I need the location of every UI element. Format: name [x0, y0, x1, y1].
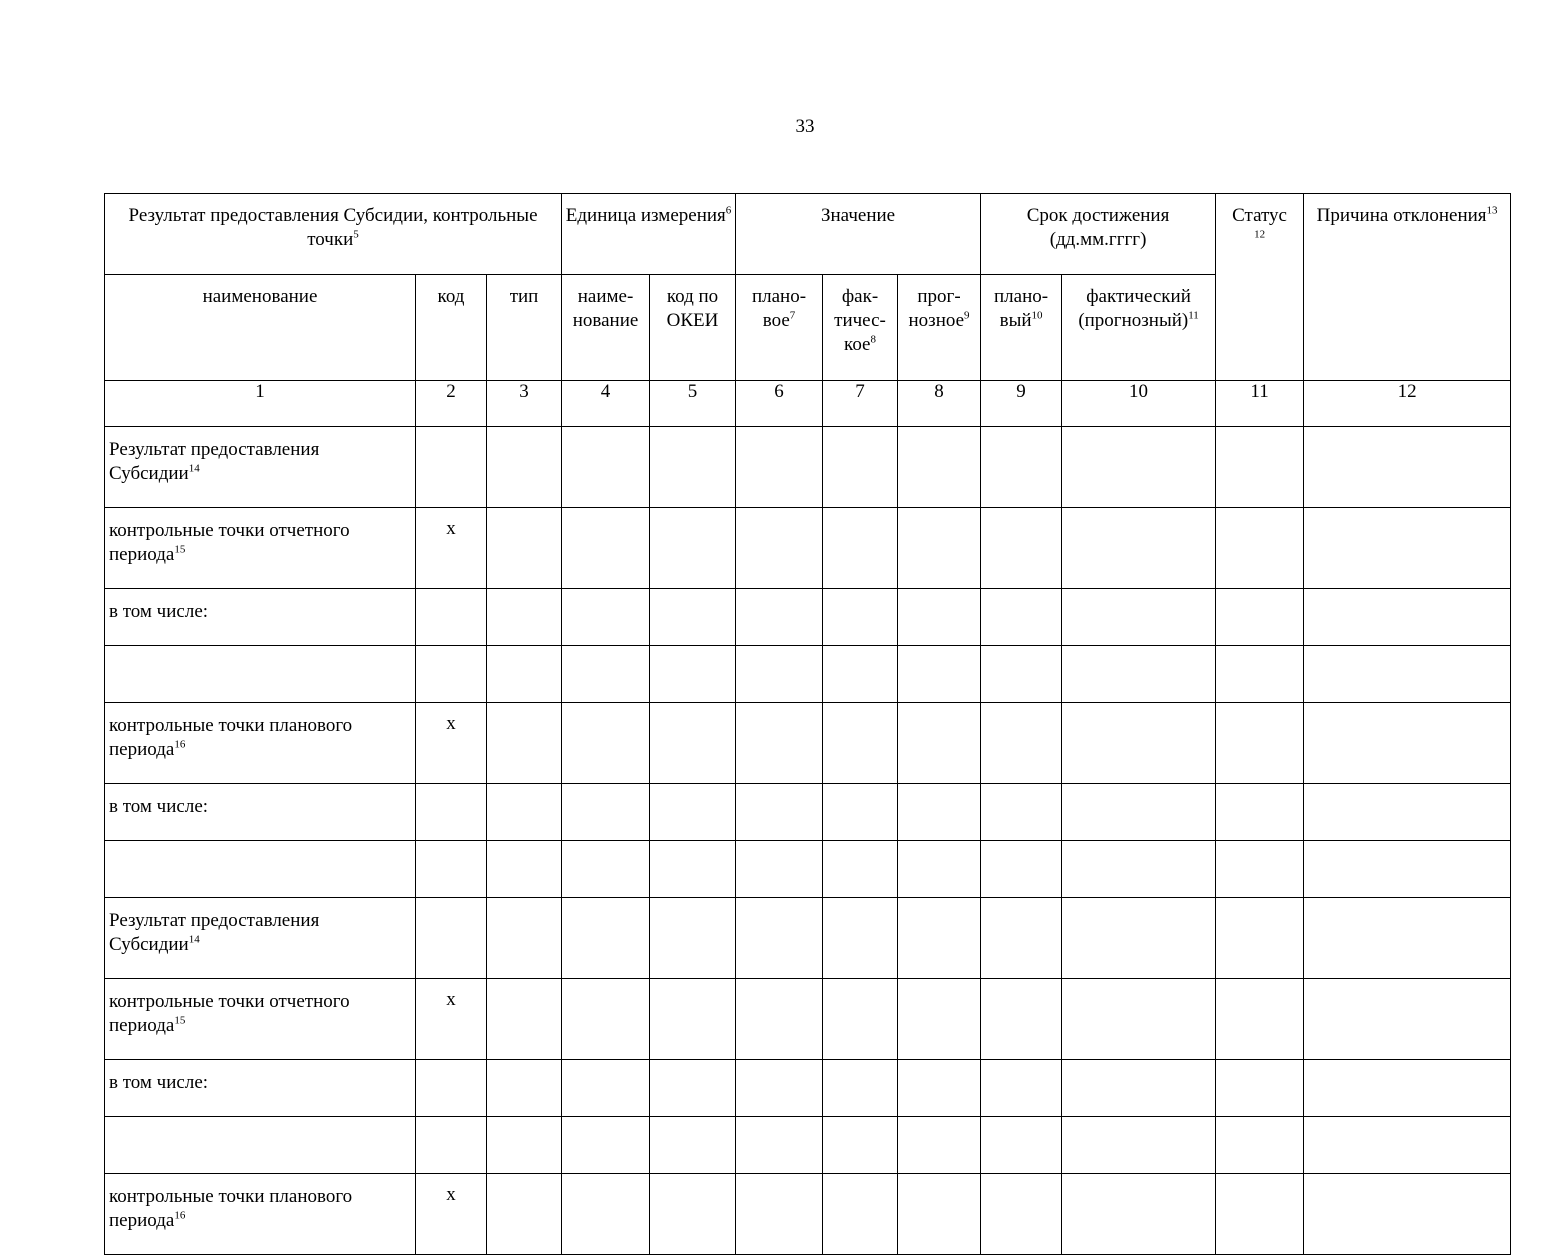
- empty-cell: [898, 1060, 981, 1117]
- column-number: 1: [105, 381, 416, 427]
- row-name: [105, 427, 416, 508]
- footnote-mark: 14: [188, 933, 200, 946]
- empty-cell: [1216, 703, 1304, 784]
- empty-cell: [898, 589, 981, 646]
- empty-cell: [562, 1060, 650, 1117]
- row-name: [105, 841, 416, 898]
- empty-cell: [1216, 898, 1304, 979]
- empty-cell: [562, 427, 650, 508]
- empty-cell: [823, 784, 898, 841]
- footnote-mark: 12: [1254, 228, 1266, 241]
- row-name: [105, 979, 416, 1060]
- table-row: [105, 703, 1511, 784]
- row-code: [416, 784, 487, 841]
- empty-cell: [1304, 427, 1511, 508]
- empty-cell: [898, 508, 981, 589]
- empty-cell: [898, 898, 981, 979]
- subheader-label: тип: [509, 286, 539, 307]
- subheader-cell: [736, 275, 823, 381]
- empty-cell: [736, 1174, 823, 1255]
- empty-cell: [981, 979, 1062, 1060]
- subheader-label: наиме-нование: [572, 286, 639, 331]
- empty-cell: [898, 703, 981, 784]
- empty-cell: [487, 427, 562, 508]
- empty-cell: [487, 979, 562, 1060]
- row-name-label: контрольные точки планового периода: [109, 1186, 353, 1231]
- empty-cell: [650, 784, 736, 841]
- empty-cell: [1062, 1174, 1216, 1255]
- row-name-label: контрольные точки отчетного периода: [109, 520, 350, 565]
- empty-cell: [1216, 1174, 1304, 1255]
- subheader-label: наименование: [202, 286, 318, 307]
- row-code: [416, 898, 487, 979]
- subheader-label: плано-вое: [751, 286, 807, 331]
- row-code: х: [416, 1174, 487, 1255]
- empty-cell: [1304, 508, 1511, 589]
- empty-cell: [650, 898, 736, 979]
- value-header: [736, 194, 981, 275]
- empty-cell: [981, 1060, 1062, 1117]
- reason-header-label: Причина отклонения: [1316, 205, 1487, 226]
- empty-cell: [1062, 898, 1216, 979]
- subheader-label: фак-тичес-кое: [834, 286, 886, 355]
- row-name: [105, 898, 416, 979]
- empty-cell: [981, 703, 1062, 784]
- empty-cell: [562, 784, 650, 841]
- status-header: [1216, 194, 1304, 381]
- empty-cell: [823, 1117, 898, 1174]
- subheader-cell: [981, 275, 1062, 381]
- empty-cell: [1062, 841, 1216, 898]
- empty-cell: [981, 508, 1062, 589]
- empty-cell: [898, 1174, 981, 1255]
- row-code: [416, 646, 487, 703]
- subheader-cell: [487, 275, 562, 381]
- empty-cell: [981, 841, 1062, 898]
- subheader-label: плано-вый: [994, 286, 1049, 331]
- empty-cell: [736, 841, 823, 898]
- row-code: [416, 841, 487, 898]
- column-number: 11: [1216, 381, 1304, 427]
- subheader-label: код по ОКЕИ: [666, 286, 719, 331]
- empty-cell: [562, 646, 650, 703]
- empty-cell: [1062, 427, 1216, 508]
- column-number: 5: [650, 381, 736, 427]
- subheader-label: прог-нозное: [908, 286, 965, 331]
- footnote-mark: 7: [789, 309, 796, 322]
- empty-cell: [562, 508, 650, 589]
- empty-cell: [736, 898, 823, 979]
- subheader-cell: [823, 275, 898, 381]
- footnote-mark: 16: [174, 1209, 186, 1222]
- table-row: [105, 427, 1511, 508]
- empty-cell: [487, 589, 562, 646]
- empty-cell: [1304, 784, 1511, 841]
- empty-cell: [981, 784, 1062, 841]
- empty-cell: [487, 1117, 562, 1174]
- empty-cell: [487, 1060, 562, 1117]
- table-row: [105, 898, 1511, 979]
- empty-cell: [823, 898, 898, 979]
- empty-cell: [650, 646, 736, 703]
- empty-cell: [1304, 646, 1511, 703]
- empty-cell: [650, 841, 736, 898]
- empty-cell: [1304, 1117, 1511, 1174]
- row-name: [105, 1117, 416, 1174]
- row-name: [105, 784, 416, 841]
- empty-cell: [1062, 646, 1216, 703]
- empty-cell: [898, 979, 981, 1060]
- empty-cell: [1216, 1060, 1304, 1117]
- subheader-label: код: [437, 286, 465, 307]
- deadline-header-label: Срок достижения (дд.мм.гггг): [1026, 205, 1170, 250]
- empty-cell: [1216, 784, 1304, 841]
- column-number: 7: [823, 381, 898, 427]
- result-header: [105, 194, 562, 275]
- empty-cell: [898, 841, 981, 898]
- empty-cell: [1304, 1060, 1511, 1117]
- empty-cell: [736, 427, 823, 508]
- row-name: [105, 1174, 416, 1255]
- row-code: [416, 1060, 487, 1117]
- empty-cell: [1304, 1174, 1511, 1255]
- row-name-label: контрольные точки отчетного периода: [109, 991, 350, 1036]
- empty-cell: [898, 646, 981, 703]
- empty-cell: [736, 1117, 823, 1174]
- row-name: [105, 646, 416, 703]
- result-header-label: Результат предоставления Субсидии, контрольные точки: [128, 205, 538, 250]
- footnote-mark: 11: [1188, 309, 1199, 322]
- table-row: [105, 841, 1511, 898]
- footnote-mark: 9: [964, 309, 970, 322]
- empty-cell: [1062, 1060, 1216, 1117]
- empty-cell: [487, 703, 562, 784]
- footnote-mark: 10: [1031, 309, 1043, 322]
- empty-cell: [562, 898, 650, 979]
- table-row: [105, 508, 1511, 589]
- deadline-header: [981, 194, 1216, 275]
- row-name: [105, 508, 416, 589]
- empty-cell: [736, 508, 823, 589]
- column-number: 3: [487, 381, 562, 427]
- empty-cell: [562, 703, 650, 784]
- table-row: [105, 589, 1511, 646]
- empty-cell: [736, 703, 823, 784]
- empty-cell: [981, 1174, 1062, 1255]
- empty-cell: [898, 427, 981, 508]
- empty-cell: [823, 841, 898, 898]
- row-name-label: Результат предоставления Субсидии: [109, 910, 320, 955]
- empty-cell: [981, 898, 1062, 979]
- empty-cell: [981, 1117, 1062, 1174]
- empty-cell: [823, 646, 898, 703]
- empty-cell: [1304, 979, 1511, 1060]
- empty-cell: [823, 1060, 898, 1117]
- empty-cell: [736, 1060, 823, 1117]
- table-row: [105, 1117, 1511, 1174]
- empty-cell: [736, 979, 823, 1060]
- row-code: [416, 589, 487, 646]
- empty-cell: [823, 979, 898, 1060]
- row-code: х: [416, 703, 487, 784]
- table-row: [105, 979, 1511, 1060]
- empty-cell: [650, 427, 736, 508]
- column-number: 9: [981, 381, 1062, 427]
- empty-cell: [1304, 841, 1511, 898]
- subheader-cell: [898, 275, 981, 381]
- unit-header: [562, 194, 736, 275]
- empty-cell: [981, 646, 1062, 703]
- empty-cell: [823, 427, 898, 508]
- empty-cell: [1216, 508, 1304, 589]
- empty-cell: [562, 841, 650, 898]
- empty-cell: [650, 1174, 736, 1255]
- empty-cell: [898, 784, 981, 841]
- empty-cell: [823, 1174, 898, 1255]
- row-name-label: контрольные точки планового периода: [109, 715, 353, 760]
- empty-cell: [898, 1117, 981, 1174]
- empty-cell: [1216, 427, 1304, 508]
- empty-cell: [1216, 1117, 1304, 1174]
- empty-cell: [1216, 841, 1304, 898]
- empty-cell: [1304, 703, 1511, 784]
- empty-cell: [736, 784, 823, 841]
- reason-header: [1304, 194, 1511, 381]
- empty-cell: [736, 646, 823, 703]
- table-row: [105, 784, 1511, 841]
- column-number: 6: [736, 381, 823, 427]
- empty-cell: [650, 589, 736, 646]
- empty-cell: [736, 589, 823, 646]
- empty-cell: [487, 898, 562, 979]
- row-name: [105, 589, 416, 646]
- footnote-mark: 15: [174, 1014, 186, 1027]
- footnote-mark: 16: [174, 738, 186, 751]
- empty-cell: [1062, 784, 1216, 841]
- empty-cell: [650, 1060, 736, 1117]
- row-name-label: в том числе:: [109, 796, 209, 817]
- row-name-label: Результат предоставления Субсидии: [109, 439, 320, 484]
- empty-cell: [650, 508, 736, 589]
- subheader-label: фактический (прогнозный): [1078, 286, 1191, 331]
- subheader-cell: [562, 275, 650, 381]
- empty-cell: [823, 589, 898, 646]
- column-number-row: [105, 381, 1511, 427]
- row-code: х: [416, 979, 487, 1060]
- table-body: [105, 427, 1511, 1255]
- row-code: х: [416, 508, 487, 589]
- empty-cell: [487, 646, 562, 703]
- page-number: 33: [795, 116, 815, 137]
- empty-cell: [1304, 589, 1511, 646]
- empty-cell: [1062, 703, 1216, 784]
- subheader-cell: [650, 275, 736, 381]
- empty-cell: [1216, 646, 1304, 703]
- row-name-label: в том числе:: [109, 601, 209, 622]
- row-code: [416, 427, 487, 508]
- empty-cell: [1216, 589, 1304, 646]
- unit-header-label: Единица измерения: [565, 205, 726, 226]
- footnote-mark: 13: [1486, 204, 1498, 217]
- value-header-label: Значение: [820, 205, 896, 226]
- row-code: [416, 1117, 487, 1174]
- row-name: [105, 1060, 416, 1117]
- footnote-mark: 15: [174, 543, 186, 556]
- footnote-mark: 8: [870, 333, 876, 346]
- empty-cell: [981, 427, 1062, 508]
- subheader-cell: [105, 275, 416, 381]
- footnote-mark: 6: [725, 204, 732, 217]
- table-row: [105, 1174, 1511, 1255]
- column-number: 12: [1304, 381, 1511, 427]
- empty-cell: [650, 703, 736, 784]
- header-row-top: [105, 194, 1511, 275]
- report-table: [104, 193, 1511, 1255]
- footnote-mark: 5: [353, 228, 359, 241]
- empty-cell: [1062, 1117, 1216, 1174]
- subheader-cell: [416, 275, 487, 381]
- column-number: 4: [562, 381, 650, 427]
- status-header-label: Статус: [1232, 205, 1287, 226]
- empty-cell: [487, 1174, 562, 1255]
- table-row: [105, 646, 1511, 703]
- row-name: [105, 703, 416, 784]
- empty-cell: [487, 508, 562, 589]
- empty-cell: [1216, 979, 1304, 1060]
- subheader-cell: [1062, 275, 1216, 381]
- column-number: 10: [1062, 381, 1216, 427]
- empty-cell: [487, 841, 562, 898]
- empty-cell: [981, 589, 1062, 646]
- empty-cell: [650, 1117, 736, 1174]
- empty-cell: [650, 979, 736, 1060]
- table-row: [105, 1060, 1511, 1117]
- empty-cell: [487, 784, 562, 841]
- row-name-label: в том числе:: [109, 1072, 209, 1093]
- empty-cell: [562, 979, 650, 1060]
- column-number: 2: [416, 381, 487, 427]
- empty-cell: [562, 1117, 650, 1174]
- empty-cell: [823, 703, 898, 784]
- empty-cell: [1062, 979, 1216, 1060]
- empty-cell: [562, 1174, 650, 1255]
- empty-cell: [1062, 589, 1216, 646]
- empty-cell: [1304, 898, 1511, 979]
- column-number: 8: [898, 381, 981, 427]
- empty-cell: [1062, 508, 1216, 589]
- footnote-mark: 14: [188, 462, 200, 475]
- empty-cell: [562, 589, 650, 646]
- empty-cell: [823, 508, 898, 589]
